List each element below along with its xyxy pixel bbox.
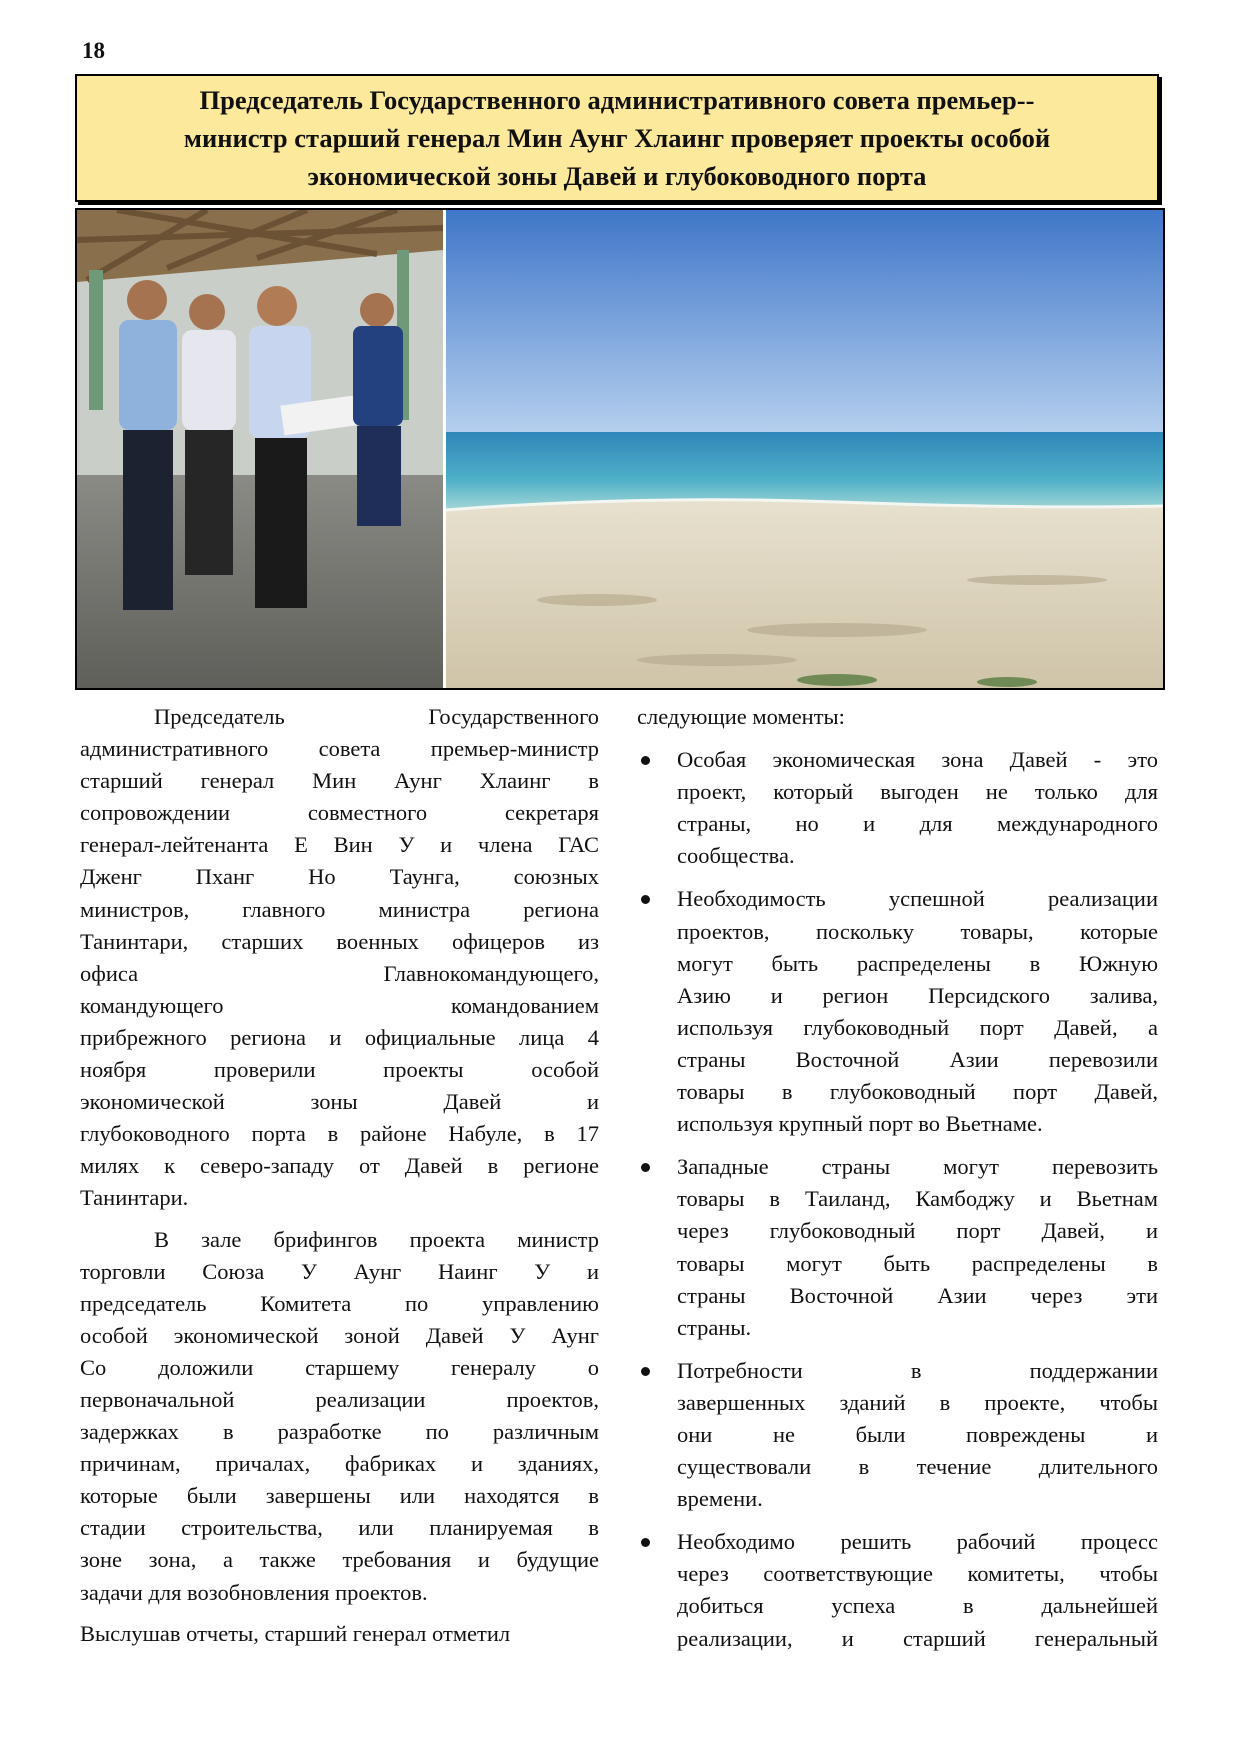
text-line: милях к северо-западу от Давей в регионе (80, 1153, 599, 1179)
list-item (637, 1526, 1158, 1654)
text-line: завершенных зданий в проекте, чтобы (677, 1389, 1158, 1415)
text-line: офиса Главнокомандующего, (80, 960, 599, 986)
text-line: товары могут быть распределены в (677, 1250, 1158, 1276)
list-item (637, 744, 1158, 872)
text-line: страны. (677, 1314, 752, 1340)
beach-photo (446, 210, 1163, 688)
bullet-icon (641, 756, 650, 765)
text-line: задачи для возобновления проектов. (80, 1579, 428, 1605)
text-line: Танинтари. (80, 1185, 189, 1211)
text-line: первоначальной реализации проектов, (80, 1386, 599, 1412)
bullet-list (637, 744, 1158, 1655)
text-line: добиться успеха в дальнейшей (677, 1593, 1158, 1619)
headline-box (75, 74, 1159, 202)
text-line: сообщества. (677, 843, 795, 869)
text-line: товары в Таиланд, Камбоджу и Вьетнам (677, 1186, 1158, 1212)
text-line: страны Восточной Азии через эти (677, 1282, 1158, 1308)
text-line: через соответствующие комитеты, чтобы (677, 1561, 1158, 1587)
text-line: которые были завершены или находятся в (80, 1483, 599, 1509)
text-line: Дженг Пханг Но Таунга, союзных (80, 864, 599, 890)
text-line: Танинтари, старших военных офицеров из (80, 928, 599, 954)
intro-line: следующие моменты: (637, 704, 845, 729)
headline-line: экономической зоны Давей и глубоководного порта (307, 161, 927, 191)
text-line: министров, главного министра региона (80, 896, 599, 922)
text-line: ноября проверили проекты особой (80, 1057, 599, 1083)
text-line: Необходимо решить рабочий процесс (677, 1529, 1158, 1555)
text-line: старший генерал Мин Аунг Хлаинг в (80, 768, 599, 794)
bullet-icon (641, 1163, 650, 1172)
text-line: сопровождении совместного секретаря (80, 800, 599, 826)
text-line: Потребности в поддержании (677, 1357, 1158, 1383)
text-line: административного совета премьер-министр (80, 736, 599, 762)
text-line: через глубоководный порт Давей, и (677, 1218, 1158, 1244)
text-line: Председатель Государственного (154, 704, 599, 729)
text-line: страны Восточной Азии перевозили (677, 1046, 1158, 1072)
text-line: существовали в течение длительного (677, 1454, 1158, 1480)
officials-photo (77, 210, 443, 688)
text-line: времени. (677, 1486, 763, 1512)
text-line: Особая экономическая зона Давей - это (677, 747, 1158, 773)
text-line: торговли Союза У Аунг Наинг У и (80, 1258, 599, 1284)
text-line: проект, который выгоден не только для (677, 779, 1158, 805)
text-line: стадии строительства, или планируемая в (80, 1515, 599, 1541)
text-line: проектов, поскольку товары, которые (677, 918, 1158, 944)
text-line: Выслушав отчеты, старший генерал отметил (80, 1620, 511, 1646)
text-line: Азию и регион Персидского залива, (677, 982, 1158, 1008)
text-line: могут быть распределены в Южную (677, 950, 1158, 976)
text-line: особой экономической зоной Давей У Аунг (80, 1322, 599, 1348)
text-line: командующего командованием (80, 992, 599, 1018)
text-line: экономической зоны Давей и (80, 1089, 599, 1115)
right-column (637, 701, 1158, 1666)
text-line: зоне зона, а также требования и будущие (80, 1547, 599, 1573)
headline-line: министр старший генерал Мин Аунг Хлаинг проверяет проекты особой (183, 123, 1051, 153)
text-line: причинам, причалах, фабриках и зданиях, (80, 1451, 599, 1477)
bullet-icon (641, 1367, 650, 1376)
text-line: прибрежного региона и официальные лица 4 (80, 1024, 599, 1050)
text-line: реализации, и старший генеральный (677, 1625, 1158, 1651)
text-line: используя крупный порт во Вьетнаме. (677, 1111, 1043, 1137)
photo-frame (75, 208, 1165, 690)
bullet-icon (641, 895, 650, 904)
list-item (637, 883, 1158, 1140)
text-line: глубоководного порта в районе Набуле, в 17 (80, 1121, 599, 1147)
text-line: Западные страны могут перевозить (677, 1154, 1158, 1180)
left-column (80, 701, 599, 1650)
page-number: 18 (82, 38, 105, 63)
text-line: генерал-лейтенанта Е Вин У и члена ГАС (80, 832, 599, 858)
text-line: задержках в разработке по различным (80, 1419, 599, 1445)
text-line: Необходимость успешной реализации (677, 886, 1158, 912)
text-line: Со доложили старшему генералу о (80, 1354, 599, 1380)
text-line: В зале брифингов проекта министр (154, 1226, 599, 1252)
text-line: страны, но и для международного (677, 811, 1158, 837)
headline-line: Председатель Государственного административного совета премьер-- (199, 85, 1035, 115)
text-line: они не были повреждены и (677, 1421, 1158, 1447)
text-line: используя глубоководный порт Давей, а (677, 1014, 1158, 1040)
text-line: товары в глубоководный порт Давей, (677, 1079, 1158, 1105)
list-item (637, 1355, 1158, 1515)
text-line: председатель Комитета по управлению (80, 1290, 599, 1316)
bullet-icon (641, 1538, 650, 1547)
list-item (637, 1151, 1158, 1344)
